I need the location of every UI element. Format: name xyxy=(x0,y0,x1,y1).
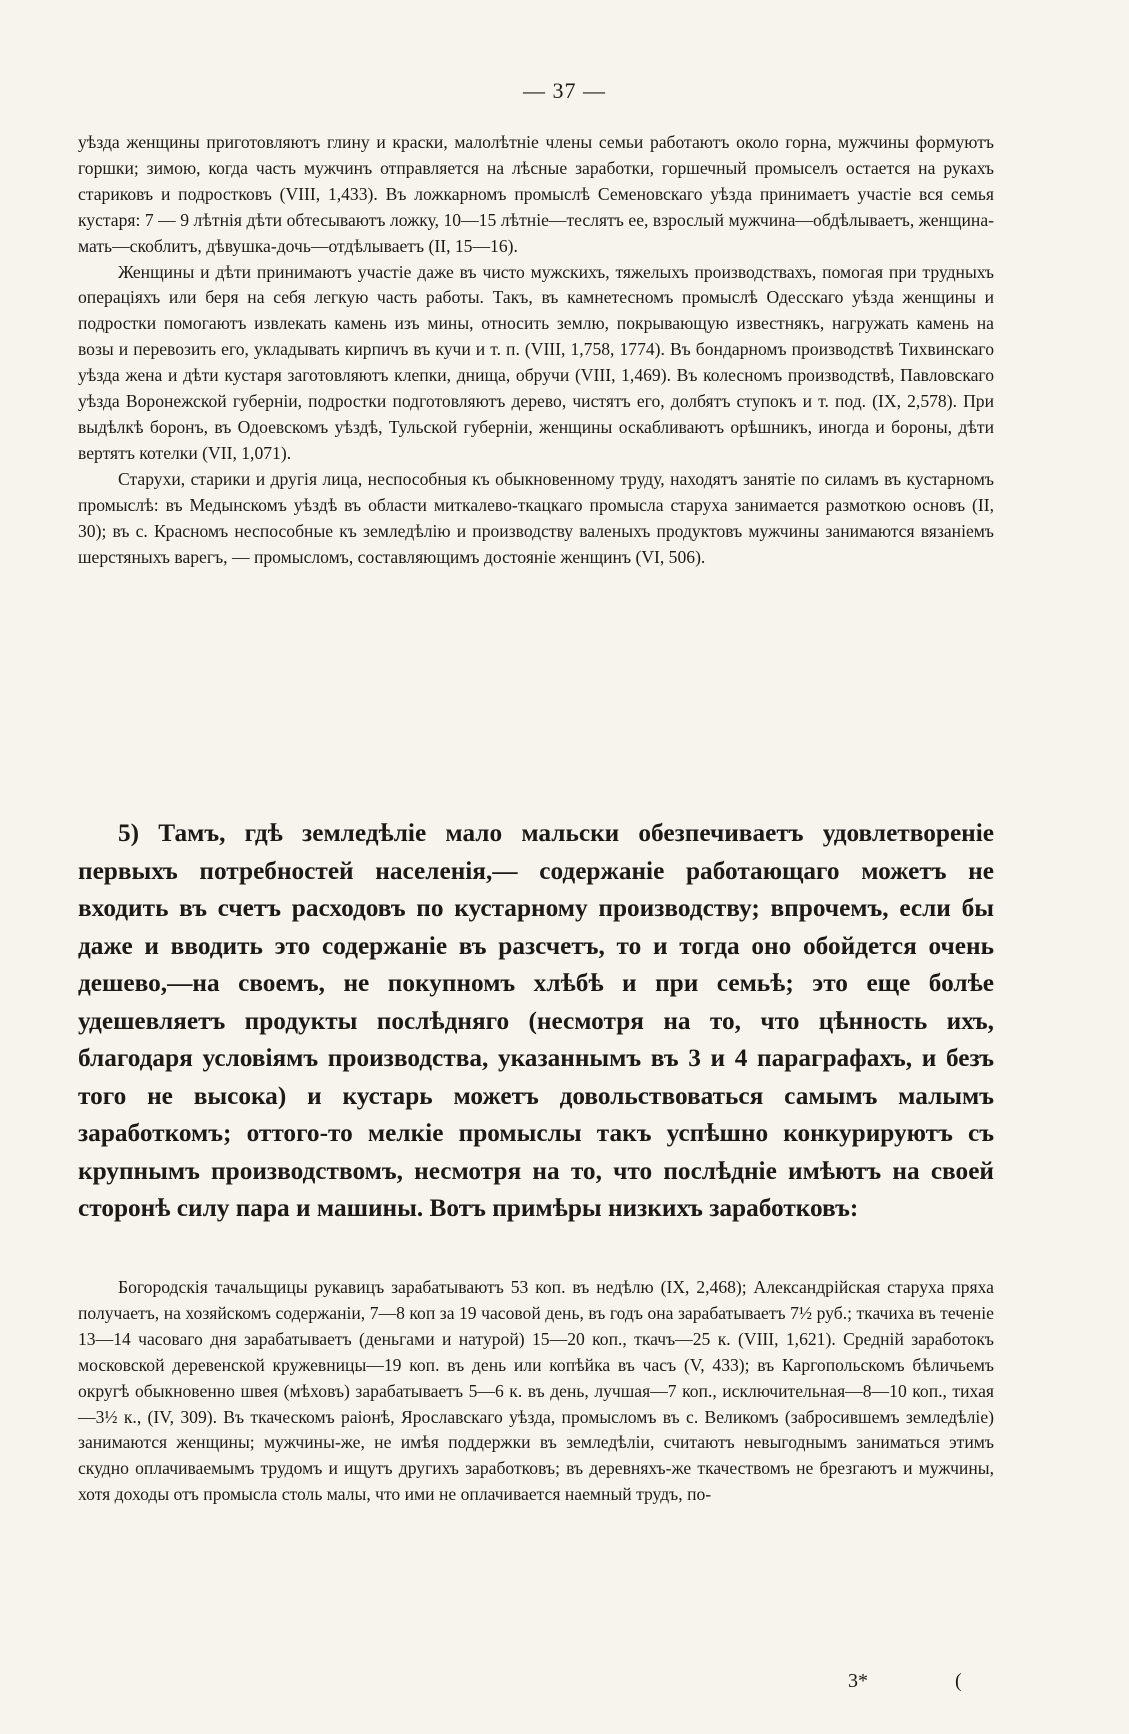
section-5-paragraph: 5) Тамъ, гдѣ земледѣліе мало мальски обезпечиваетъ удовлетвореніе первыхъ потребностей населенія,— содержаніе работающаго можетъ не входить въ счетъ расходовъ по кустарному производству; впрочемъ, если бы даже и вводить это содержаніе въ разсчетъ, то и тогда оно обойдется очень дешево,—на своемъ, не покупномъ хлѣбѣ и при семьѣ; это еще болѣе удешевляетъ продукты послѣдняго (несмотря на то, что цѣнность ихъ, благодаря условіямъ производства, указаннымъ въ 3 и 4 параграфахъ, и безъ того не высока) и кустарь можетъ довольствоваться самымъ малымъ заработкомъ; оттого-то мелкіе промыслы такъ успѣшно конкурируютъ съ крупнымъ производствомъ, несмотря на то, что послѣдніе имѣютъ на своей сторонѣ силу пара и машины. Вотъ примѣры низкихъ заработковъ: xyxy=(78,819,994,1222)
page-number: — 37 — xyxy=(523,78,606,103)
earnings-paragraph: Богородскія тачальщицы рукавицъ зарабатываютъ 53 коп. въ недѣлю (IX, 2,468); Александрійская старуха пряха получаетъ, на хозяйскомъ содержаніи, 7—8 коп за 19 часовой день, въ годъ она зарабатываетъ 7½ руб.; ткачиха въ теченіе 13—14 часоваго дня зарабатываетъ (деньгами и натурой) 15—20 коп., ткачъ—25 к. (VIII, 1,621). Средній заработокъ московской деревенской кружевницы—19 коп. въ день или копѣйка въ часъ (V, 433); въ Каргопольскомъ бѣличьемъ округѣ обыкновенно швея (мѣховъ) зарабатываетъ 5—6 к. въ день, лучшая—7 коп., исключительная—8—10 коп., тихая—3½ к., (IV, 309). Въ ткаческомъ раіонѣ, Ярославскаго уѣзда, промысломъ въ с. Великомъ (забросившемъ земледѣліе) занимаются женщины; мужчины-же, не имѣя поддержки въ земледѣліи, считаютъ невыгоднымъ заниматься этимъ скудно оплачиваемымъ трудомъ и ищутъ другихъ заработковъ; въ деревняхъ-же ткачествомъ не брезгаютъ и мужчины, хотя доходы отъ промысла столь малы, что ими не оплачивается наемный трудъ, по- xyxy=(78,1277,994,1505)
paragraph-2: Женщины и дѣти принимаютъ участіе даже въ чисто мужскихъ, тяжелыхъ производствахъ, помогая при трудныхъ операціяхъ или беря на себя легкую часть работы. Такъ, въ камнетесномъ промыслѣ Одесскаго уѣзда женщины и подростки помогаютъ извлекать камень изъ мины, относить землю, покрывающую известнякъ, нагружать камень на возы и перевозить его, укладывать кирпичъ въ кучи и т. п. (VIII, 1,758, 1774). Въ бондарномъ производствѣ Тихвинскаго уѣзда жена и дѣти кустаря заготовляютъ клепки, днища, обручи (VIII, 1,469). Въ колесномъ производствѣ, Павловскаго уѣзда Воронежской губерніи, подростки подготовляютъ дерево, чистятъ его, долбятъ ступокъ и т. под. (IX, 2,578). При выдѣлкѣ боронъ, въ Одоевскомъ уѣздѣ, Тульской губерніи, женщины оскабливаютъ орѣшникъ, иногда и бороны, дѣти вертятъ котелки (VII, 1,071). xyxy=(78,261,994,463)
page-footer xyxy=(0,1670,1129,1700)
footer-bracket: ( xyxy=(955,1670,962,1692)
paragraph-1: уѣзда женщины приготовляютъ глину и краски, малолѣтніе члены семьи работаютъ около горна, мужчины формуютъ горшки; зимою, когда часть мужчинъ отправляется на лѣсные заработки, горшечный промыселъ остается на рукахъ стариковъ и подростковъ (VIII, 1,433). Въ ложкарномъ промыслѣ Семеновскаго уѣзда принимаетъ участіе вся семья кустаря: 7 — 9 лѣтнія дѣти обтесываютъ ложку, 10—15 лѣтніе—теслятъ ее, взрослый мужчина—обдѣлываетъ, женщина-мать—скоблитъ, дѣвушка-дочь—отдѣлываетъ (II, 15—16). xyxy=(78,132,994,256)
paragraph-3: Старухи, старики и другія лица, неспособныя къ обыкновенному труду, находятъ занятіе по силамъ въ кустарномъ промыслѣ: въ Медынскомъ уѣздѣ въ области миткалево-ткацкаго промысла старуха занимается размоткою основъ (II, 30); въ с. Красномъ неспособные къ земледѣлію и производству валеныхъ продуктовъ мужчины занимаются вязаніемъ шерстяныхъ варегъ, — промысломъ, составляющимъ достояніе женщинъ (VI, 506). xyxy=(78,468,994,567)
paragraph-block-3 xyxy=(78,1275,994,1508)
signature-mark: 3* xyxy=(848,1670,868,1692)
section-5-block xyxy=(78,815,994,1228)
paragraph-block-1 xyxy=(78,130,994,570)
